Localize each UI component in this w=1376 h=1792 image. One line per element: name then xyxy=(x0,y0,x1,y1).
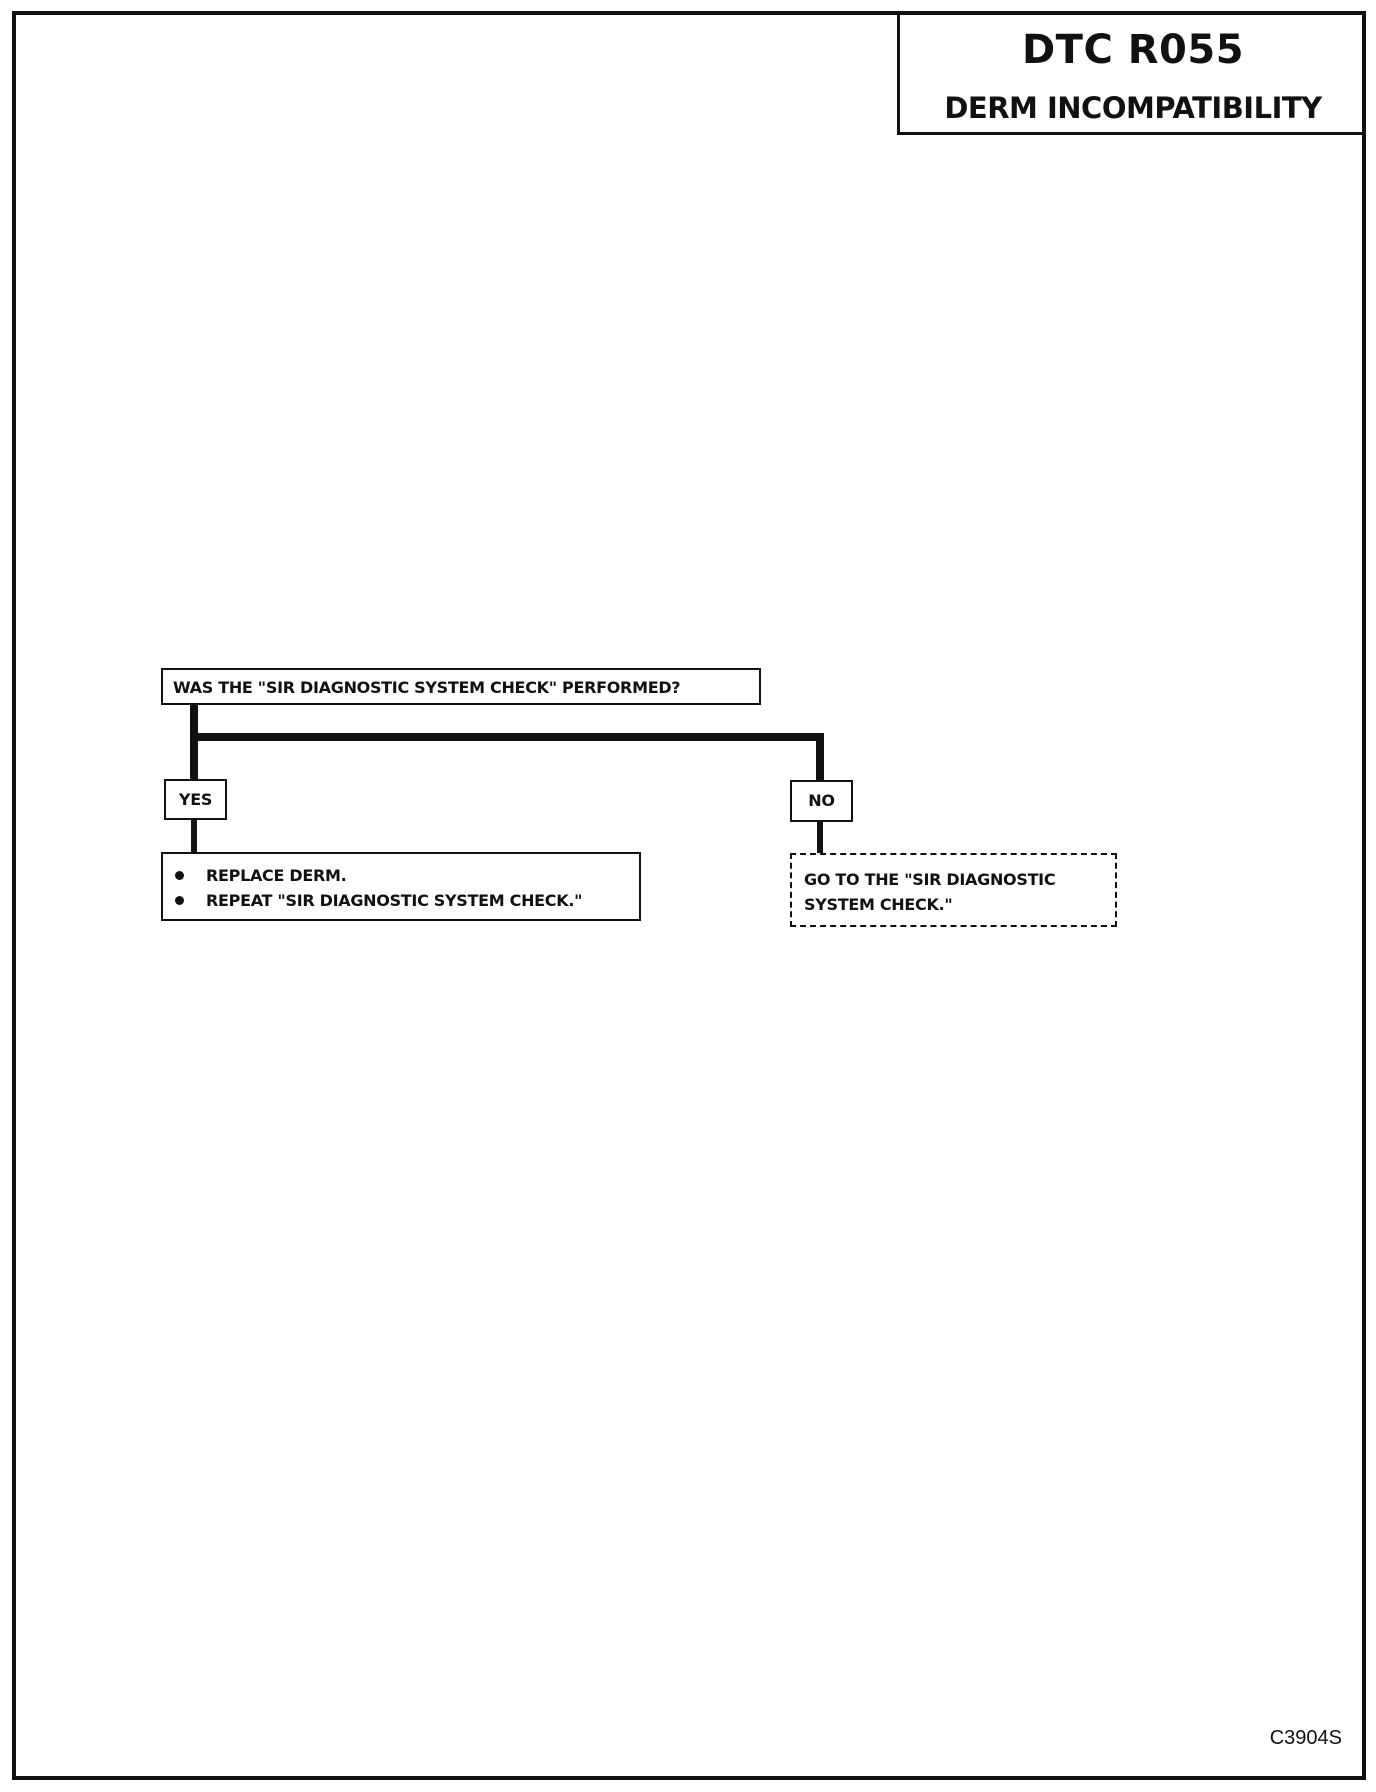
dtc-code: DTC R055 xyxy=(1021,27,1245,73)
yes-step-text: REPLACE DERM. xyxy=(206,866,347,885)
yes-action-box xyxy=(161,852,641,921)
dtc-name: DERM INCOMPATIBILITY xyxy=(944,91,1322,125)
yes-to-action-line xyxy=(191,818,197,854)
question-box xyxy=(161,668,761,705)
yes-box xyxy=(164,779,227,820)
no-action-text: GO TO THE "SIR DIAGNOSTIC SYSTEM CHECK." xyxy=(804,870,1056,914)
no-label: NO xyxy=(808,791,835,810)
yes-step xyxy=(175,863,639,888)
branch-to-no-line xyxy=(816,733,824,782)
no-to-action-line xyxy=(817,820,823,855)
question-to-branch-line xyxy=(190,703,198,781)
figure-id: C3904S xyxy=(1269,1727,1342,1749)
no-action-box xyxy=(790,853,1117,927)
bullet-icon xyxy=(175,896,184,905)
question-text: WAS THE "SIR DIAGNOSTIC SYSTEM CHECK" PERFORMED? xyxy=(173,678,681,697)
bullet-icon xyxy=(175,871,184,880)
yes-label: YES xyxy=(178,790,213,809)
branch-horizontal-line xyxy=(190,733,824,741)
no-box xyxy=(790,780,853,822)
yes-step-text: REPEAT "SIR DIAGNOSTIC SYSTEM CHECK." xyxy=(206,891,583,910)
title-box xyxy=(897,11,1366,135)
yes-step xyxy=(175,888,639,913)
